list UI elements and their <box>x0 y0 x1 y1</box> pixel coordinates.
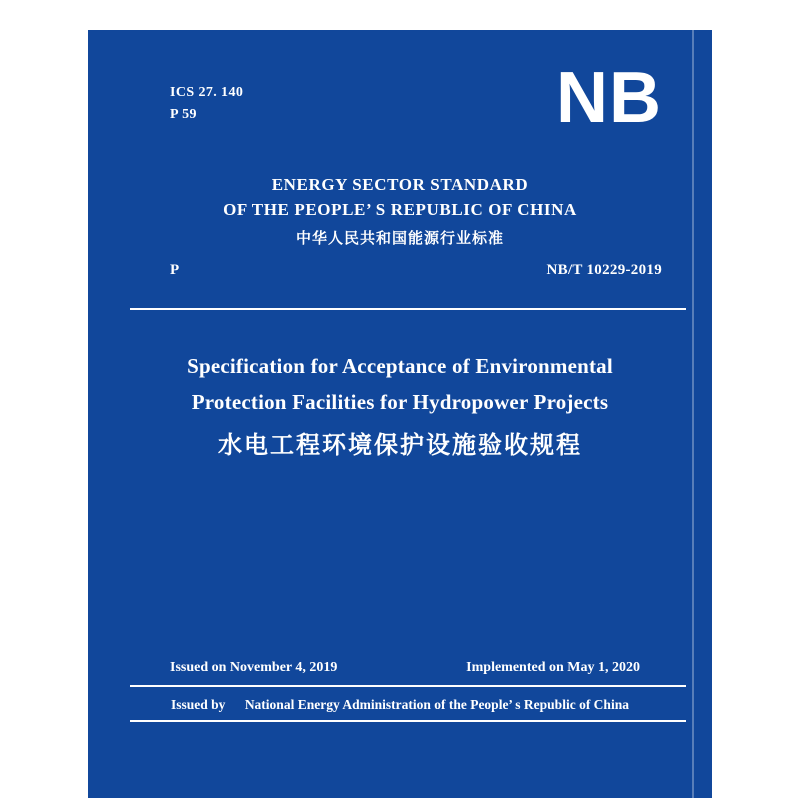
org-line-chinese: 中华人民共和国能源行业标准 <box>295 229 504 247</box>
issuing-organization-block <box>88 172 712 249</box>
ics-code-block <box>170 82 243 126</box>
nb-logo: NB <box>556 58 662 138</box>
standard-number: NB/T 10229-2019 <box>546 262 662 278</box>
issuer-name: National Energy Administration of the People’ s Republic of China <box>244 697 629 712</box>
issuer-row <box>88 697 712 713</box>
title-block <box>148 348 652 462</box>
issuer-label: Issued by <box>171 697 226 712</box>
cover-spine-stripe <box>692 30 694 798</box>
divider-above-dates <box>130 685 686 687</box>
dates-row <box>170 660 640 676</box>
implementation-date: Implemented on May 1, 2020 <box>466 660 640 675</box>
issue-date: Issued on November 4, 2019 <box>170 660 338 675</box>
title-english-line-1: Specification for Acceptance of Environmental <box>187 354 613 378</box>
standard-cover <box>88 30 712 798</box>
divider-top <box>130 308 686 310</box>
org-line-1: ENERGY SECTOR STANDARD <box>271 175 529 194</box>
classification-code: P 59 <box>170 107 197 122</box>
divider-above-issuer <box>130 720 686 722</box>
title-english-line-2: Protection Facilities for Hydropower Projects <box>191 390 609 414</box>
org-line-2: OF THE PEOPLE’ S REPUBLIC OF CHINA <box>223 200 577 219</box>
ics-code: ICS 27. 140 <box>170 85 244 100</box>
standard-code-row <box>170 262 662 279</box>
title-chinese: 水电工程环境保护设施验收规程 <box>218 431 582 459</box>
standard-class-letter: P <box>170 262 180 278</box>
